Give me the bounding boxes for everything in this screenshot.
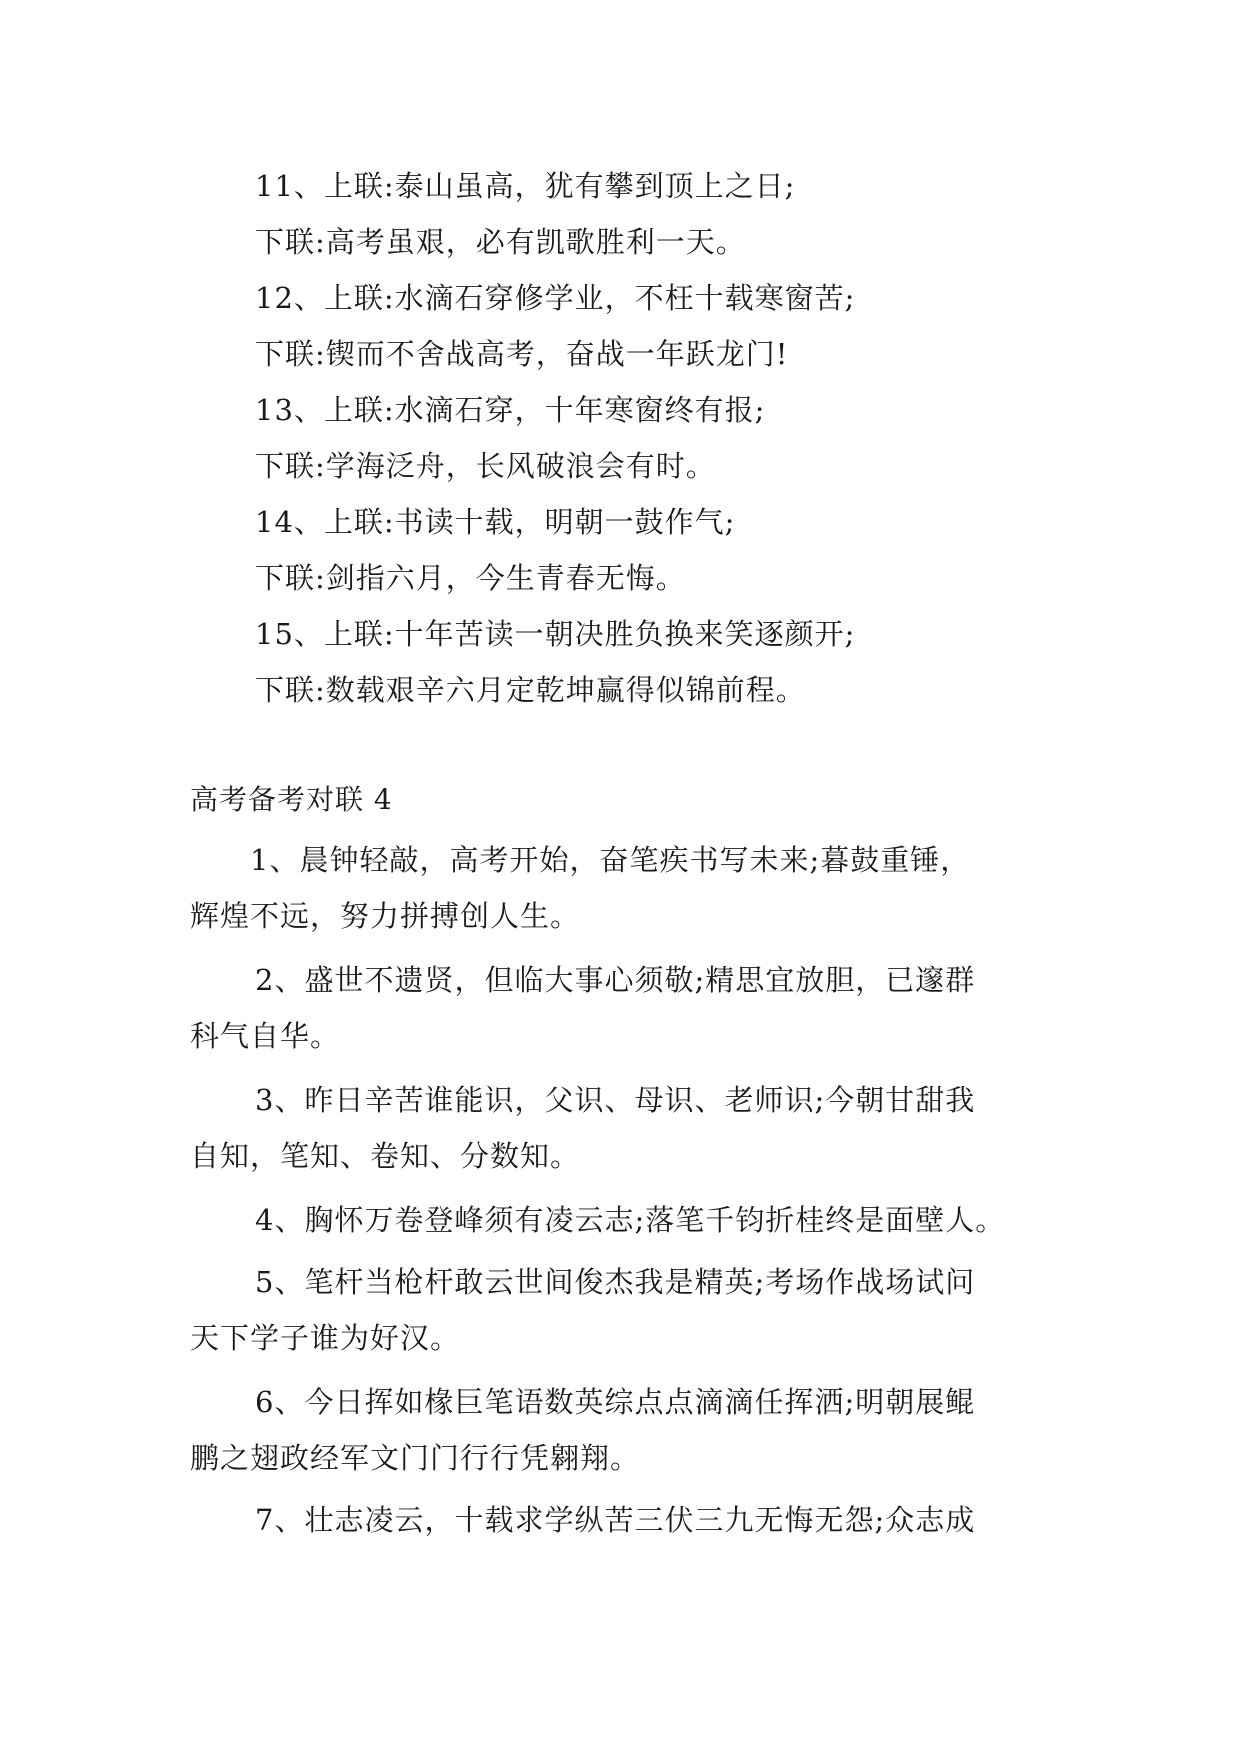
couplet-13-lower: 下联:学海泛舟，长风破浪会有时。 [255,449,716,483]
paragraph-line: 天下学子谁为好汉。 [190,1321,461,1355]
paragraph-line: 3、昨日辛苦谁能识，父识、母识、老师识;今朝甘甜我 [255,1083,976,1117]
couplet-15-lower: 下联:数载艰辛六月定乾坤赢得似锦前程。 [255,673,806,707]
paragraph-line: 6、今日挥如椽巨笔语数英综点点滴滴任挥洒;明朝展鲲 [255,1385,976,1419]
section-heading: 高考备考对联 4 [190,783,393,816]
couplet-12-upper: 12、上联:水滴石穿修学业，不枉十载寒窗苦; [255,281,856,315]
paragraph-line: 1、晨钟轻敲，高考开始，奋笔疾书写未来;暮鼓重锤， [250,843,971,877]
paragraph-line: 自知，笔知、卷知、分数知。 [190,1139,581,1173]
paragraph-line: 4、胸怀万卷登峰须有凌云志;落笔千钧折桂终是面壁人。 [255,1203,1006,1237]
couplet-11-upper: 11、上联:泰山虽高，犹有攀到顶上之日; [255,169,796,203]
couplet-14-upper: 14、上联:书读十载，明朝一鼓作气; [255,505,736,539]
paragraph-line: 5、笔杆当枪杆敢云世间俊杰我是精英;考场作战场试问 [255,1265,976,1299]
couplet-13-upper: 13、上联:水滴石穿，十年寒窗终有报; [255,393,766,427]
paragraph-line: 2、盛世不遗贤，但临大事心须敬;精思宜放胆，已邃群 [255,963,976,997]
paragraph-line: 辉煌不远，努力拼搏创人生。 [190,899,581,933]
couplet-11-lower: 下联:高考虽艰，必有凯歌胜利一天。 [255,225,746,259]
paragraph-line: 7、壮志凌云，十载求学纵苦三伏三九无悔无怨;众志成 [255,1503,976,1537]
couplet-12-lower: 下联:锲而不舍战高考，奋战一年跃龙门! [255,337,789,371]
couplet-14-lower: 下联:剑指六月，今生青春无悔。 [255,561,686,595]
paragraph-line: 科气自华。 [190,1019,341,1053]
paragraph-line: 鹏之翅政经军文门门行行凭翱翔。 [190,1441,641,1475]
couplet-15-upper: 15、上联:十年苦读一朝决胜负换来笑逐颜开; [255,617,856,651]
